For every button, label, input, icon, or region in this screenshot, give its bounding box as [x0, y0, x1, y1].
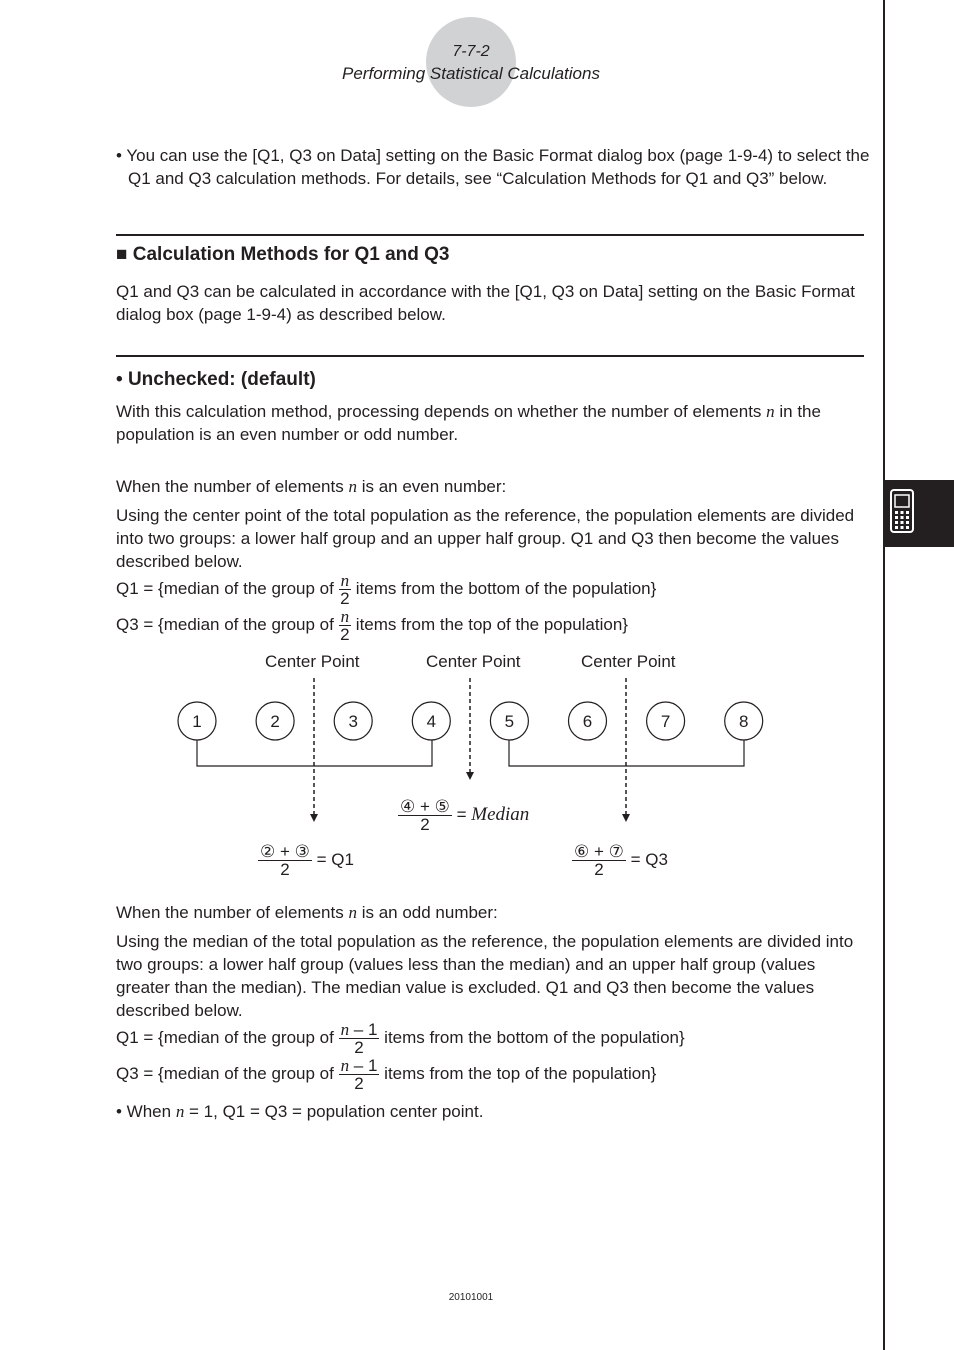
arrow-q3: [622, 814, 630, 822]
fraction-numerator: ④ + ⑤: [400, 797, 450, 816]
fraction-numerator: ② + ③: [260, 842, 310, 861]
odd-description: Using the median of the total population as the reference, the population elements are divided into two groups: a lower half group (values less than the median) and an upper half group (values greater than the median). The median value is excluded. Q1 and Q3 then become the values described below.: [116, 932, 854, 1020]
median-formula: [398, 798, 529, 833]
node-label-3: 3: [348, 712, 358, 731]
fraction: [572, 843, 626, 878]
node-label-2: 2: [270, 712, 280, 731]
formula-text: items from the bottom of the population}: [379, 1027, 685, 1047]
median-word: Median: [471, 803, 530, 825]
section-marker: ■: [116, 244, 128, 265]
formula-text: Q1 = {median of the group of: [116, 1027, 339, 1047]
fraction: [398, 798, 452, 833]
formula-text: items from the bottom of the population}: [351, 578, 657, 598]
section-header-title: Performing Statistical Calculations: [342, 64, 600, 83]
final-bullet-text: = 1, Q1 = Q3 = population center point.: [184, 1102, 484, 1121]
fraction-denominator: 2: [340, 625, 350, 644]
fraction-numerator: [339, 1057, 380, 1075]
node-label-7: 7: [660, 712, 671, 731]
n-variable: n: [340, 1020, 350, 1039]
fraction: [339, 1057, 380, 1092]
final-bullet-text: • When: [116, 1102, 176, 1121]
center-point-label-q3: Center Point: [581, 652, 676, 671]
node-label-6: 6: [582, 712, 593, 731]
node-label-4: 4: [426, 712, 437, 731]
fraction-numerator: n: [340, 571, 350, 590]
even-intro-text: When the number of elements: [116, 477, 349, 496]
desc-text: in the population is an even number or odd number.: [116, 402, 821, 444]
page-number: 7-7-2: [452, 43, 490, 60]
arrow-median: [466, 772, 474, 780]
center-point-label-q1: Center Point: [265, 652, 360, 671]
desc-text: With this calculation method, processing depends on whether the number of elements: [116, 402, 767, 421]
fraction-denominator: 2: [594, 860, 604, 879]
odd-intro: [116, 901, 866, 924]
intro-bullet: • You can use the [Q1, Q3 on Data] setting on the Basic Format dialog box (page 1-9-4) to select the Q1 and Q3 calculation methods. For details, see “Calculation Methods for Q1 and Q3” below.: [116, 146, 870, 188]
fraction-numerator: ⑥ + ⑦: [574, 842, 624, 861]
formula-text: Q3 = {median of the group of: [116, 614, 339, 634]
fraction-denominator: 2: [354, 1074, 364, 1093]
node-label-1: 1: [192, 712, 202, 731]
n-variable: n: [175, 1102, 185, 1121]
minus-one: – 1: [349, 1020, 378, 1039]
equals: =: [456, 804, 472, 824]
odd-intro-text: is an odd number:: [356, 903, 498, 922]
formula-text: items from the top of the population}: [379, 1063, 657, 1083]
n-variable: n: [348, 903, 357, 922]
node-label-8: 8: [738, 712, 749, 731]
formula-text: items from the top of the population}: [351, 614, 628, 634]
fraction-denominator: 2: [340, 589, 350, 608]
odd-intro-text: When the number of elements: [116, 903, 349, 922]
odd-q3-formula: [116, 1057, 866, 1092]
subsection-title: Unchecked: (default): [127, 369, 316, 390]
odd-q1-formula: [116, 1021, 866, 1056]
n-variable: n: [340, 1056, 350, 1075]
arrow-q1: [310, 814, 318, 822]
fraction-denominator: 2: [280, 860, 290, 879]
q3-result: = Q3: [630, 849, 668, 869]
even-description: Using the center point of the total population as the reference, the population elements are divided into two groups: a lower half group and an upper half group. Q1 and Q3 then become the values described below.: [116, 506, 855, 571]
node-label-5: 5: [504, 712, 515, 731]
q1-result: = Q1: [316, 849, 354, 869]
n-variable: n: [766, 402, 775, 421]
fraction: [339, 1021, 380, 1056]
final-bullet: [116, 1100, 866, 1123]
fraction-denominator: 2: [420, 815, 430, 834]
footer-code: 20101001: [448, 1292, 494, 1303]
q3-formula: [572, 843, 668, 878]
fraction-denominator: 2: [354, 1038, 364, 1057]
fraction: [258, 843, 312, 878]
center-point-label-median: Center Point: [426, 652, 521, 671]
section-title: Calculation Methods for Q1 and Q3: [132, 244, 450, 265]
fraction-numerator: [339, 1021, 380, 1039]
even-intro-text: is an even number:: [356, 477, 507, 496]
subsection-bullet: •: [116, 369, 123, 390]
section-description: Q1 and Q3 can be calculated in accordance with the [Q1, Q3 on Data] setting on the Basic Format dialog box (page 1-9-4) as described below.: [116, 282, 855, 324]
minus-one: – 1: [349, 1056, 378, 1075]
fraction-numerator: n: [340, 607, 350, 626]
formula-text: Q3 = {median of the group of: [116, 1063, 339, 1083]
q1-formula: [258, 843, 354, 878]
n-variable: n: [348, 477, 357, 496]
formula-text: Q1 = {median of the group of: [116, 578, 339, 598]
